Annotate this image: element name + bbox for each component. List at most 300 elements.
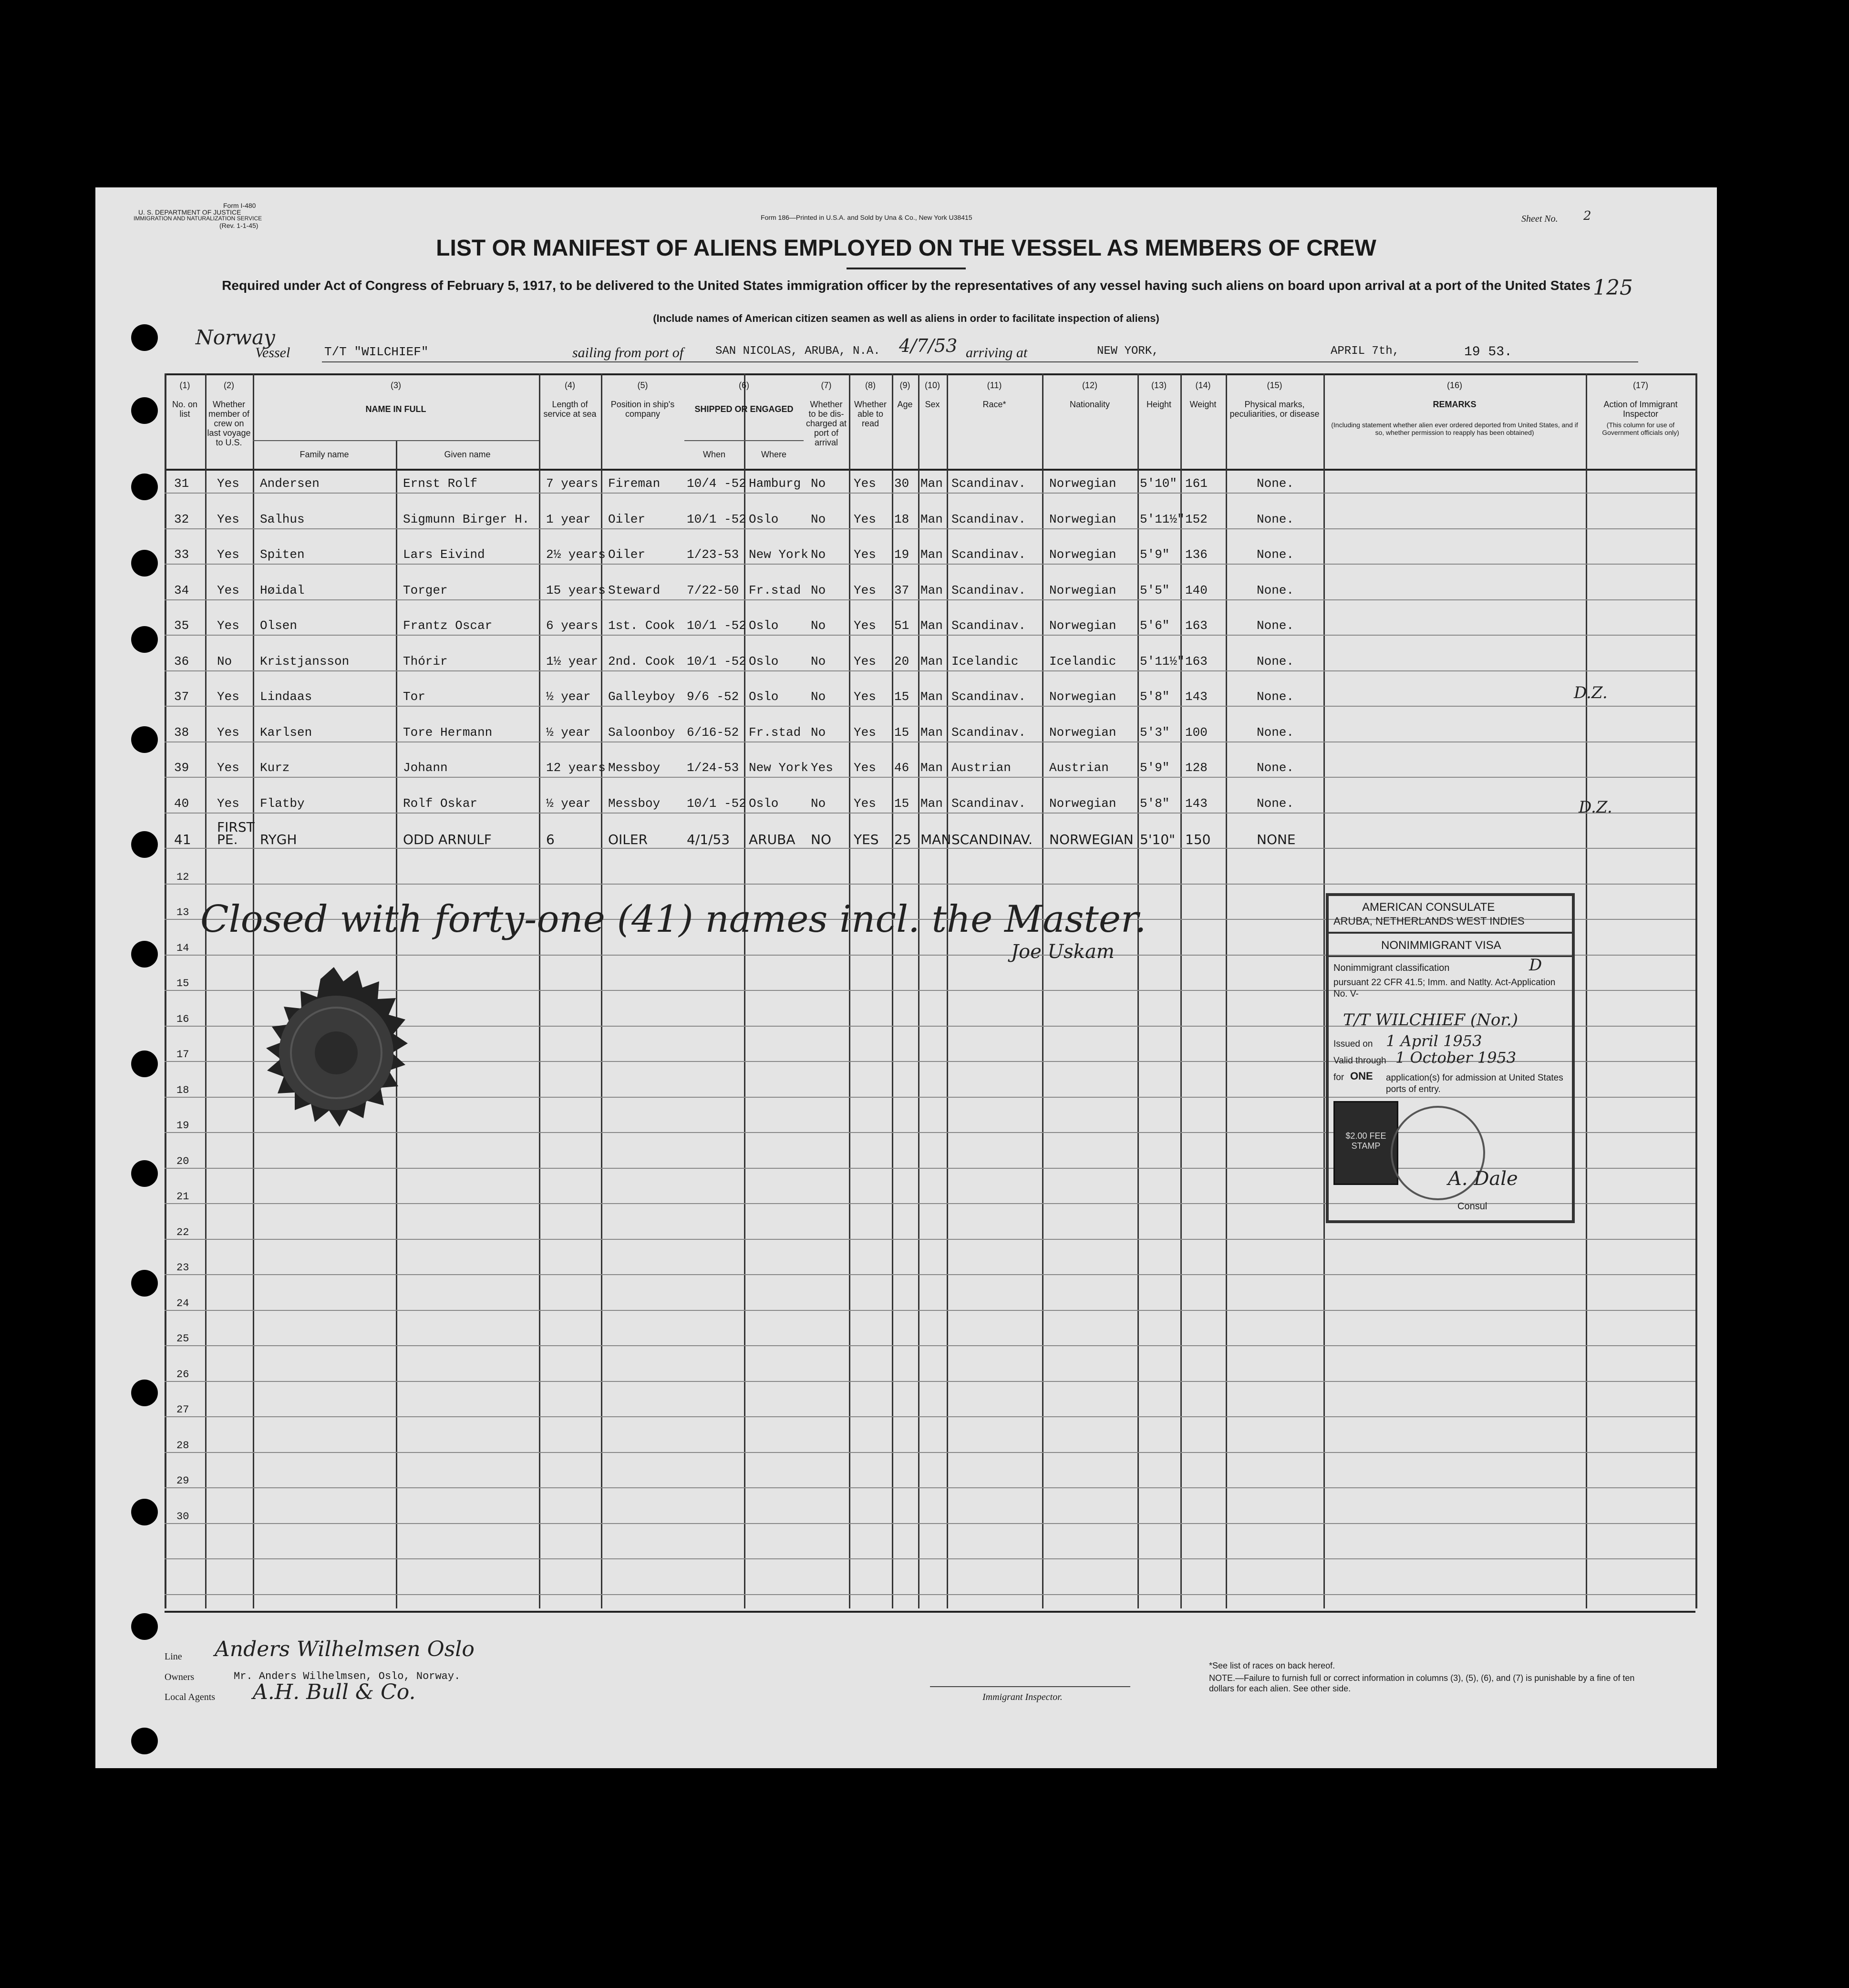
- cell-discharged: No: [811, 796, 826, 811]
- line-number: 27: [176, 1404, 189, 1416]
- line-number: 24: [176, 1297, 189, 1309]
- cell-sex: Man: [920, 583, 943, 597]
- punch-hole: [131, 474, 158, 500]
- cell-position: 1st. Cook: [608, 618, 675, 633]
- column-number: (12): [1082, 381, 1097, 390]
- cell-position: Steward: [608, 583, 661, 597]
- cell-marks: None.: [1257, 583, 1294, 597]
- column-number: (4): [565, 381, 575, 390]
- cell-weight: 100: [1185, 725, 1208, 740]
- cell-given: Sigmunn Birger H.: [403, 512, 530, 526]
- cell-height: 5'6": [1140, 618, 1170, 633]
- column-number: (11): [987, 381, 1002, 390]
- column-number: (16): [1446, 381, 1462, 390]
- row-rule: [165, 493, 1695, 494]
- cell-given: Rolf Oskar: [403, 796, 478, 811]
- cell-where: Oslo: [749, 690, 779, 704]
- revision: (Rev. 1-1-45): [219, 222, 258, 229]
- punch-hole: [131, 550, 158, 577]
- cell-no: 36: [174, 654, 189, 669]
- cell-service: ½ year: [546, 796, 591, 811]
- stamp-issued-label: Issued on: [1333, 1039, 1373, 1049]
- column-rule: [539, 373, 540, 1608]
- cell-service: 12 years: [546, 761, 606, 775]
- cell-sex: Man: [920, 761, 943, 775]
- column-note: (Including statement whether alien ever ordered deported from United States, and if so, whether permission to reapply has been obtained): [1331, 421, 1578, 436]
- arrival-year: 19 53.: [1464, 345, 1512, 360]
- stamp-pursuant: pursuant 22 CFR 41.5; Imm. and Natlty. Act-Application No. V-: [1333, 978, 1556, 999]
- cell-height: 5'10": [1140, 476, 1178, 491]
- line-number: 15: [176, 978, 189, 989]
- cell-read: Yes: [854, 761, 876, 775]
- cell-age: 18: [894, 512, 909, 526]
- visa-stamp: [1326, 893, 1575, 1223]
- cell-family: Olsen: [260, 618, 298, 633]
- cell-discharged: No: [811, 476, 826, 491]
- arrival-date: APRIL 7th,: [1331, 345, 1400, 358]
- column-rule: [1180, 373, 1182, 1608]
- consul-label: Consul: [1457, 1201, 1487, 1212]
- cell-when: 10/4 -52: [687, 476, 746, 491]
- row-rule: [165, 599, 1695, 600]
- cell-height: 5'11½": [1140, 654, 1185, 669]
- port-to: NEW YORK,: [1097, 345, 1159, 358]
- line-number: 26: [176, 1368, 189, 1380]
- cell-nationality: Norwegian: [1049, 583, 1116, 597]
- punch-hole: [131, 397, 158, 424]
- cell-marks: None.: [1257, 654, 1294, 669]
- cell-when: 1/23-53: [687, 547, 739, 562]
- cell-position: Messboy: [608, 796, 661, 811]
- sheet-number: 2: [1583, 209, 1591, 223]
- cell-last: Yes: [217, 690, 239, 704]
- column-label: Weight: [1189, 400, 1217, 409]
- cell-given: Tore Hermann: [403, 725, 493, 740]
- cell-race: Scandinav.: [951, 512, 1026, 526]
- stamp-applications-text: application(s) for admission at United States ports of entry.: [1386, 1073, 1563, 1094]
- cell-nationality: Norwegian: [1049, 796, 1116, 811]
- column-label: Nationality: [1069, 400, 1110, 409]
- row-rule: [165, 1345, 1695, 1346]
- row-rule: [165, 670, 1695, 671]
- cell-where: Fr.stad: [749, 583, 801, 597]
- cell-height: 5'9": [1140, 761, 1170, 775]
- side-mark: D.Z.: [1579, 798, 1612, 817]
- row-rule: [165, 1381, 1695, 1382]
- cell-nationality: Norwegian: [1049, 476, 1116, 491]
- cell-height: 5'5": [1140, 583, 1170, 597]
- manifest-page: [95, 187, 1717, 1768]
- column-label: No. on list: [172, 400, 198, 419]
- cell-height: 5'10": [1140, 832, 1176, 847]
- cell-discharged: No: [811, 583, 826, 597]
- column-label: Physical marks, peculiarities, or disease: [1229, 400, 1320, 419]
- fee-stamp: [1333, 1101, 1398, 1185]
- line-number: 25: [176, 1333, 189, 1345]
- cell-when: 6/16-52: [687, 725, 739, 740]
- cell-no: 37: [174, 690, 189, 704]
- line-number: 23: [176, 1262, 189, 1274]
- arriving-label: arriving at: [966, 345, 1028, 361]
- cell-no: 41: [174, 832, 191, 847]
- cell-when: 4/1/53: [687, 832, 730, 847]
- cell-age: 15: [894, 796, 909, 811]
- column-label: NAME IN FULL: [365, 404, 426, 414]
- column-rule: [1226, 373, 1227, 1608]
- cell-where: Oslo: [749, 618, 779, 633]
- cell-marks: None.: [1257, 761, 1294, 775]
- column-number: (2): [224, 381, 234, 390]
- cell-family: Lindaas: [260, 690, 312, 704]
- punch-hole: [131, 1728, 158, 1754]
- column-label: Action of Immigrant Inspector: [1603, 400, 1678, 419]
- column-label: REMARKS: [1433, 400, 1477, 409]
- cell-sex: Man: [920, 618, 943, 633]
- cell-discharged: No: [811, 725, 826, 740]
- cell-service: 15 years: [546, 583, 606, 597]
- cell-age: 15: [894, 725, 909, 740]
- column-label: Race*: [982, 400, 1006, 409]
- cell-height: 5'3": [1140, 725, 1170, 740]
- cell-service: 1 year: [546, 512, 591, 526]
- punch-hole: [131, 626, 158, 653]
- cell-age: 19: [894, 547, 909, 562]
- cell-race: Austrian: [951, 761, 1011, 775]
- cell-discharged: No: [811, 690, 826, 704]
- punch-hole: [131, 831, 158, 858]
- cell-height: 5'8": [1140, 796, 1170, 811]
- cell-when: 10/1 -52: [687, 512, 746, 526]
- cell-no: 40: [174, 796, 189, 811]
- page-title: LIST OR MANIFEST OF ALIENS EMPLOYED ON THE VESSEL AS MEMBERS OF CREW: [436, 236, 1376, 261]
- subheader-rule: [253, 440, 539, 441]
- cell-sex: Man: [920, 690, 943, 704]
- punch-hole: [131, 1613, 158, 1640]
- cell-given: ODD ARNULF: [403, 832, 492, 847]
- cell-read: Yes: [854, 725, 876, 740]
- column-rule: [849, 373, 850, 1608]
- cell-weight: 152: [1185, 512, 1208, 526]
- punch-hole: [131, 726, 158, 753]
- subheader-label: Family name: [300, 450, 349, 459]
- port-from: SAN NICOLAS, ARUBA, N.A.: [715, 345, 880, 358]
- cell-nationality: Austrian: [1049, 761, 1109, 775]
- column-label: Whether member of crew on last voyage to U.S.: [207, 400, 251, 447]
- cell-race: Scandinav.: [951, 547, 1026, 562]
- column-rule: [892, 373, 893, 1608]
- column-number: (5): [637, 381, 648, 390]
- cell-last: FIRST PE.: [217, 819, 255, 847]
- line-number: 16: [176, 1013, 189, 1025]
- footer-line-label: Line: [165, 1651, 182, 1662]
- cell-no: 35: [174, 618, 189, 633]
- cell-where: Fr.stad: [749, 725, 801, 740]
- cell-service: ½ year: [546, 725, 591, 740]
- cell-service: 6 years: [546, 618, 599, 633]
- column-label: Position in ship's company: [610, 400, 675, 419]
- cell-weight: 128: [1185, 761, 1208, 775]
- inspector-label: Immigrant Inspector.: [982, 1692, 1063, 1702]
- cell-discharged: NO: [811, 832, 831, 847]
- column-note: (This column for use of Government officials only): [1602, 421, 1679, 436]
- cell-sex: Man: [920, 654, 943, 669]
- cell-weight: 161: [1185, 476, 1208, 491]
- line-number: 20: [176, 1155, 189, 1167]
- cell-no: 34: [174, 583, 189, 597]
- cell-discharged: No: [811, 512, 826, 526]
- cell-sex: Man: [920, 547, 943, 562]
- column-rule: [947, 373, 948, 1608]
- cell-last: Yes: [217, 618, 239, 633]
- fee-stamp-text: $2.00 FEE STAMP: [1345, 1131, 1386, 1151]
- cell-given: Johann: [403, 761, 448, 775]
- cell-weight: 163: [1185, 654, 1208, 669]
- vessel-label: Vessel: [255, 345, 290, 361]
- cell-service: 6: [546, 832, 555, 847]
- subheader-label: Where: [761, 450, 786, 459]
- footer-owners-value: Mr. Anders Wilhelmsen, Oslo, Norway.: [234, 1670, 461, 1682]
- cell-family: Spiten: [260, 547, 305, 562]
- cell-marks: None.: [1257, 476, 1294, 491]
- cell-service: 7 years: [546, 476, 599, 491]
- punch-hole: [131, 1160, 158, 1187]
- cell-given: Torger: [403, 583, 448, 597]
- cell-age: 30: [894, 476, 909, 491]
- stamp-place: ARUBA, NETHERLANDS WEST INDIES: [1333, 915, 1525, 927]
- cell-discharged: No: [811, 654, 826, 669]
- closing-signature: Joe Uskam: [1011, 941, 1115, 963]
- column-label: Whether to be dis-charged at port of arrival: [806, 400, 847, 447]
- line-number: 19: [176, 1120, 189, 1132]
- cell-marks: None.: [1257, 547, 1294, 562]
- subtitle: Required under Act of Congress of February 5, 1917, to be delivered to the United States immigration officer by the representatives of any vessel having such aliens on board upon arrival at a port of the United States: [222, 278, 1591, 293]
- cell-race: SCANDINAV.: [951, 832, 1033, 847]
- cell-weight: 163: [1185, 618, 1208, 633]
- cell-position: OILER: [608, 832, 648, 847]
- cell-family: Høidal: [260, 583, 305, 597]
- cell-nationality: NORWEGIAN: [1049, 832, 1134, 847]
- cell-no: 33: [174, 547, 189, 562]
- cell-when: 10/1 -52: [687, 618, 746, 633]
- cell-last: Yes: [217, 512, 239, 526]
- stamp-classification: D: [1529, 956, 1542, 975]
- column-number: (10): [924, 381, 940, 390]
- column-rule: [1137, 373, 1139, 1608]
- cell-family: Salhus: [260, 512, 305, 526]
- stamp-issued: 1 April 1953: [1386, 1032, 1482, 1050]
- cell-read: Yes: [854, 796, 876, 811]
- sail-date: 4/7/53: [899, 335, 958, 356]
- punch-hole: [131, 1380, 158, 1406]
- cell-given: Lars Eivind: [403, 547, 485, 562]
- cell-height: 5'9": [1140, 547, 1170, 562]
- subheader-label: Given name: [444, 450, 491, 459]
- cell-given: Frantz Oscar: [403, 618, 493, 633]
- service-name: IMMIGRATION AND NATURALIZATION SERVICE: [134, 215, 262, 222]
- cell-service: ½ year: [546, 690, 591, 704]
- cell-where: ARUBA: [749, 832, 795, 847]
- column-rule: [205, 373, 207, 1608]
- cell-no: 39: [174, 761, 189, 775]
- cell-read: YES: [854, 832, 879, 847]
- stamp-valid: 1 October 1953: [1395, 1049, 1517, 1067]
- title-rule: [847, 268, 966, 269]
- cell-given: Thórir: [403, 654, 448, 669]
- cell-age: 37: [894, 583, 909, 597]
- cell-race: Scandinav.: [951, 583, 1026, 597]
- row-rule: [165, 1558, 1695, 1559]
- row-rule: [165, 1594, 1695, 1595]
- cell-family: RYGH: [260, 832, 297, 847]
- column-number: (15): [1267, 381, 1282, 390]
- cell-last: No: [217, 654, 232, 669]
- row-rule: [165, 1523, 1695, 1524]
- closing-statement: Closed with forty-one (41) names incl. the Master.: [200, 898, 1147, 941]
- cell-service: 1½ year: [546, 654, 599, 669]
- cell-position: 2nd. Cook: [608, 654, 675, 669]
- row-rule: [165, 635, 1695, 636]
- column-number: (1): [179, 381, 190, 390]
- line-number: 14: [176, 942, 189, 954]
- line-number: 29: [176, 1475, 189, 1487]
- sailing-label: sailing from port of: [572, 345, 684, 361]
- footer-agents-label: Local Agents: [165, 1692, 216, 1702]
- vessel-underline: [322, 361, 1638, 362]
- cell-read: Yes: [854, 512, 876, 526]
- cell-read: Yes: [854, 690, 876, 704]
- column-number: (6): [739, 381, 749, 390]
- cell-race: Scandinav.: [951, 690, 1026, 704]
- line-number: 17: [176, 1049, 189, 1061]
- cell-marks: None.: [1257, 618, 1294, 633]
- cell-read: Yes: [854, 476, 876, 491]
- cell-given: Tor: [403, 690, 425, 704]
- cell-position: Galleyboy: [608, 690, 675, 704]
- line-number: 13: [176, 906, 189, 918]
- row-rule: [165, 777, 1695, 778]
- column-label: Length of service at sea: [543, 400, 597, 419]
- cell-nationality: Norwegian: [1049, 690, 1116, 704]
- line-number: 22: [176, 1226, 189, 1238]
- row-rule: [165, 1416, 1695, 1417]
- stamp-visa-type: NONIMMIGRANT VISA: [1381, 939, 1501, 952]
- row-rule: [165, 1452, 1695, 1453]
- cell-position: Fireman: [608, 476, 661, 491]
- row-rule: [165, 564, 1695, 565]
- cell-when: 9/6 -52: [687, 690, 739, 704]
- inspector-rule: [930, 1686, 1130, 1687]
- cell-race: Scandinav.: [951, 476, 1026, 491]
- cell-service: 2½ years: [546, 547, 606, 562]
- column-rule: [1042, 373, 1043, 1608]
- footer-owners-label: Owners: [165, 1672, 195, 1682]
- column-number: (7): [821, 381, 832, 390]
- column-number: (14): [1195, 381, 1211, 390]
- cell-where: New York: [749, 547, 808, 562]
- cell-weight: 143: [1185, 796, 1208, 811]
- cell-no: 32: [174, 512, 189, 526]
- column-rule: [165, 373, 166, 1608]
- punch-hole: [131, 941, 158, 968]
- cell-family: Andersen: [260, 476, 320, 491]
- note-line: (Include names of American citizen seamen as well as aliens in order to facilitate inspection of aliens): [653, 312, 1159, 324]
- cell-sex: Man: [920, 725, 943, 740]
- line-number: 28: [176, 1439, 189, 1452]
- row-rule: [165, 1487, 1695, 1488]
- cell-where: Oslo: [749, 654, 779, 669]
- cell-read: Yes: [854, 583, 876, 597]
- cell-nationality: Icelandic: [1049, 654, 1116, 669]
- footer-agents-value: A.H. Bull & Co.: [253, 1680, 416, 1704]
- cell-sex: MAN: [920, 832, 951, 847]
- column-rule: [918, 373, 919, 1608]
- line-number: 18: [176, 1084, 189, 1096]
- cell-race: Scandinav.: [951, 618, 1026, 633]
- cell-race: Scandinav.: [951, 725, 1026, 740]
- cell-marks: None.: [1257, 725, 1294, 740]
- fine-note: NOTE.—Failure to furnish full or correct information in columns (3), (5), (6), and (7) is punishable by a fine of ten dollars for each alien. See other side.: [1209, 1673, 1635, 1693]
- punch-hole: [131, 1270, 158, 1297]
- cell-position: Messboy: [608, 761, 661, 775]
- cell-last: Yes: [217, 476, 239, 491]
- column-label: Height: [1146, 400, 1172, 409]
- cell-weight: 136: [1185, 547, 1208, 562]
- column-rule: [1695, 373, 1697, 1608]
- seal-icon: [266, 967, 408, 1127]
- cell-read: Yes: [854, 547, 876, 562]
- column-rule: [1323, 373, 1325, 1608]
- corner-number: 125: [1593, 276, 1633, 300]
- cell-last: Yes: [217, 725, 239, 740]
- column-number: (3): [391, 381, 401, 390]
- cell-weight: 150: [1185, 832, 1211, 847]
- row-rule: [165, 706, 1695, 707]
- cell-marks: None.: [1257, 796, 1294, 811]
- subheader-label: When: [702, 450, 726, 459]
- cell-last: Yes: [217, 547, 239, 562]
- cell-sex: Man: [920, 796, 943, 811]
- cell-sex: Man: [920, 512, 943, 526]
- punch-hole: [131, 1051, 158, 1077]
- column-number: (17): [1632, 381, 1648, 390]
- cell-no: 38: [174, 725, 189, 740]
- cell-marks: None.: [1257, 512, 1294, 526]
- cell-age: 51: [894, 618, 909, 633]
- table-top-rule: [165, 373, 1695, 375]
- column-label: Age: [897, 400, 913, 409]
- cell-age: 15: [894, 690, 909, 704]
- cell-nationality: Norwegian: [1049, 512, 1116, 526]
- cell-family: Flatby: [260, 796, 305, 811]
- cell-race: Icelandic: [951, 654, 1019, 669]
- stamp-valid-label: Valid through: [1333, 1056, 1386, 1066]
- cell-family: Karlsen: [260, 725, 312, 740]
- notary-seal: [238, 965, 429, 1155]
- line-number: 21: [176, 1191, 189, 1203]
- footer-line-value: Anders Wilhelmsen Oslo: [215, 1637, 475, 1661]
- cell-nationality: Norwegian: [1049, 618, 1116, 633]
- row-rule: [165, 813, 1695, 814]
- cell-when: 1/24-53: [687, 761, 739, 775]
- cell-when: 10/1 -52: [687, 796, 746, 811]
- line-number: 30: [176, 1510, 189, 1523]
- cell-when: 10/1 -52: [687, 654, 746, 669]
- cell-given: Ernst Rolf: [403, 476, 478, 491]
- side-mark: D.Z.: [1574, 683, 1608, 702]
- cell-discharged: No: [811, 618, 826, 633]
- cell-weight: 140: [1185, 583, 1208, 597]
- cell-family: Kurz: [260, 761, 290, 775]
